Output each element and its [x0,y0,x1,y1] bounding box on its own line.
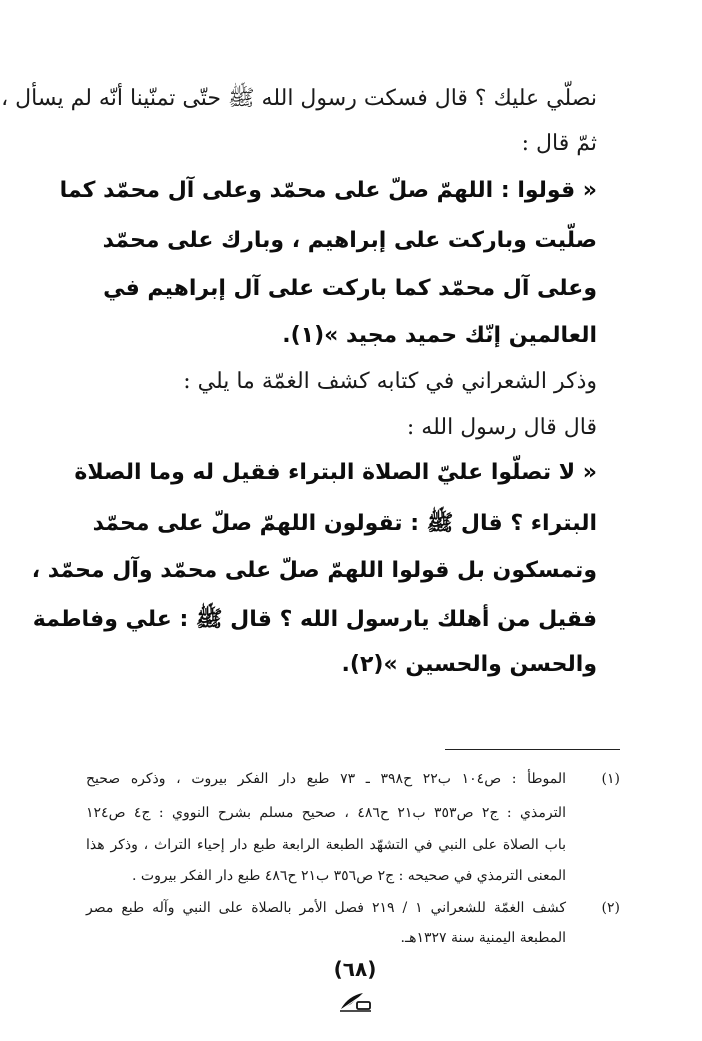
footnote-1-line-1: الموطأ : ص١٠٤ ب٢٢ ح٣٩٨ ـ ٧٣ طبع دار الفكر بيروت ، وذكره صحيح [86,771,566,787]
hadith1-line-3: وعلى آل محمّد كما باركت على آل إبراهيم في [103,276,597,301]
intro-line-2: ثمّ قال : [521,131,597,156]
footnote-2-number: (٢) [601,900,620,916]
footnote-1-line-4: المعنى الترمذي في صحيحه : ج٢ ص٣٥٦ ب٢١ ح٤٨٦ طبع دار الفكر بيروت . [132,868,566,884]
hadith2-line-2: البتراء ؟ قال ﷺ : تقولون اللهمّ صلّ على محمّد [92,511,597,536]
footnote-1-line-3: باب الصلاة على النبي في التشهّد الطبعة الرابعة طبع دار إحياء التراث ، وذكر هذا [86,837,566,853]
hadith2-line-4: فقيل من أهلك يارسول الله ؟ قال ﷺ : علي وفاطمة [32,607,597,632]
hadith2-line-3: وتمسكون بل قولوا اللهمّ صلّ على محمّد وآل محمّد ، [31,558,597,583]
hadith2-line-1: « لا تصلّوا عليّ الصلاة البتراء فقيل له وما الصلاة [74,460,597,485]
hadith1-line-2: صلّيت وباركت على إبراهيم ، وبارك على محمّد [102,228,597,253]
middle-line-2: قال قال رسول الله : [406,415,597,440]
hadith1-line-4: العالمين إنّك حميد مجيد »(١). [282,323,597,348]
hadith1-line-1: « قولوا : اللهمّ صلّ على محمّد وعلى آل محمّد كما [59,178,597,203]
footnote-separator [445,749,620,750]
footnote-2-line-2: المطبعة اليمنية سنة ١٣٢٧هـ. [400,930,566,946]
footnote-2-line-1: كشف الغمّة للشعراني ١ / ٢١٩ فصل الأمر بالصلاة على النبي وآله طبع مصر [86,900,566,916]
footnote-1-line-2: الترمذي : ج٢ ص٣٥٣ ب٢١ ح٤٨٦ ، صحيح مسلم بشرح النووي : ج٤ ص١٢٤ [86,805,566,821]
footnote-1-number: (١) [601,771,620,787]
quill-pen-ornament-icon [338,989,374,1013]
hadith2-line-5: والحسن والحسين »(٢). [341,652,597,677]
middle-line-1: وذكر الشعراني في كتابه كشف الغمّة ما يلي : [183,369,597,394]
intro-line-1: نصلّي عليك ؟ قال فسكت رسول الله ﷺ حتّى تمنّينا أنّه لم يسأل ، [1,86,597,111]
page-number: (٦٨) [333,957,377,981]
